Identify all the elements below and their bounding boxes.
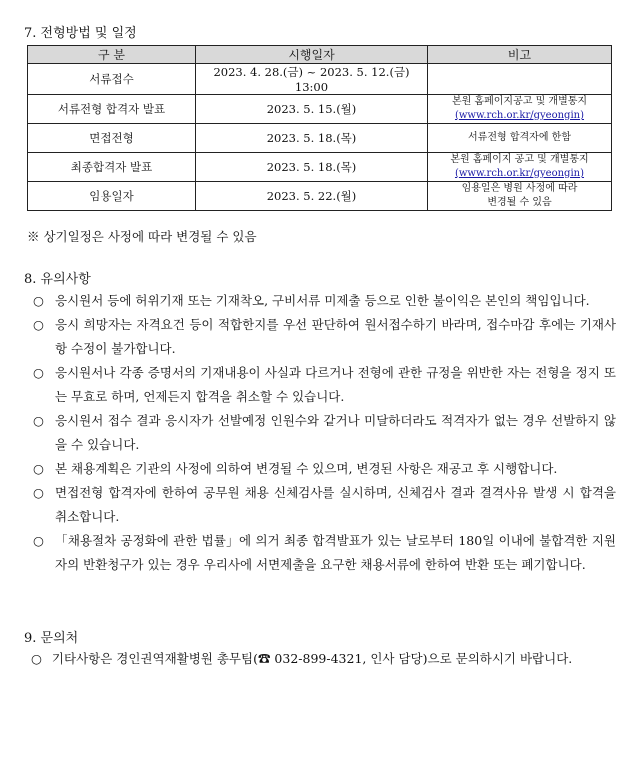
table-row bbox=[28, 64, 612, 95]
item-text: 응시원서나 각종 증명서의 기재내용이 사실과 다르거나 전형에 관한 규정을 위반한 자는 전형을 정지 또는 무효로 하며, 언제든지 합격을 취소할 수 있습니다. bbox=[55, 365, 616, 404]
header-category: 구 분 bbox=[28, 46, 196, 64]
list-item bbox=[31, 457, 616, 481]
note-line: 변경될 수 있음 bbox=[487, 197, 552, 208]
notice-list bbox=[31, 289, 616, 577]
contact-text: 기타사항은 경인권역재활병원 총무팀(☎ 032-899-4321, 인사 담당)으로 문의하시기 바랍니다. bbox=[51, 651, 573, 666]
section9-title: 9. 문의처 bbox=[24, 631, 79, 646]
header-date: 시행일자 bbox=[196, 46, 428, 64]
item-text: 본 채용계획은 기관의 사정에 의하여 변경될 수 있으며, 변경된 사항은 재공고 후 시행합니다. bbox=[55, 461, 558, 476]
table-header-row bbox=[28, 46, 612, 64]
row-category: 임용일자 bbox=[28, 182, 196, 211]
bullet-icon: ○ bbox=[33, 461, 44, 476]
schedule-remark: ※ 상기일정은 사정에 따라 변경될 수 있음 bbox=[27, 229, 257, 244]
note-line: 임용일은 병원 사정에 따라 bbox=[461, 183, 578, 194]
schedule-table bbox=[27, 45, 612, 211]
note-line: 본원 홈페이지공고 및 개별통지 bbox=[451, 96, 588, 107]
list-item bbox=[31, 529, 616, 577]
item-text: 응시원서 등에 허위기재 또는 기재착오, 구비서류 미제출 등으로 인한 불이익은 본인의 책임입니다. bbox=[55, 293, 590, 308]
bullet-icon: ○ bbox=[33, 533, 44, 548]
contact-line bbox=[31, 649, 572, 667]
row-note bbox=[428, 182, 612, 211]
homepage-link[interactable]: (www.rch.or.kr/gyeongin) bbox=[454, 168, 585, 179]
row-note bbox=[428, 153, 612, 182]
bullet-icon: ○ bbox=[33, 413, 44, 428]
row-date: 2023. 5. 15.(월) bbox=[196, 95, 428, 124]
item-text: 면접전형 합격자에 한하여 공무원 채용 신체검사를 실시하며, 신체검사 결과 결격사유 발생 시 합격을 취소합니다. bbox=[55, 485, 616, 524]
table-row bbox=[28, 182, 612, 211]
item-text: 「채용절차 공정화에 관한 법률」에 의거 최종 합격발표가 있는 날로부터 180일 이내에 불합격한 지원자의 반환청구가 있는 경우 우리사에 서면제출을 요구한 채용서류에 한하여 반환 또는 폐기합니다. bbox=[55, 533, 616, 572]
note-line: 본원 홈페이지 공고 및 개별통지 bbox=[450, 154, 589, 165]
table-row bbox=[28, 95, 612, 124]
row-category: 서류전형 합격자 발표 bbox=[28, 95, 196, 124]
bullet-icon: ○ bbox=[33, 485, 44, 500]
section8-title: 8. 유의사항 bbox=[24, 272, 91, 287]
header-note: 비고 bbox=[428, 46, 612, 64]
table-row bbox=[28, 124, 612, 153]
bullet-icon: ○ bbox=[33, 365, 44, 380]
item-text: 응시 희망자는 자격요건 등이 적합한지를 우선 판단하여 원서접수하기 바라며, 접수마감 후에는 기재사항 수정이 불가합니다. bbox=[55, 317, 616, 356]
row-date: 2023. 5. 22.(월) bbox=[196, 182, 428, 211]
row-category: 면접전형 bbox=[28, 124, 196, 153]
row-date: 2023. 4. 28.(금) ~ 2023. 5. 12.(금) 13:00 bbox=[196, 64, 428, 95]
row-date: 2023. 5. 18.(목) bbox=[196, 153, 428, 182]
section7-title: 7. 전형방법 및 일정 bbox=[24, 26, 137, 41]
note-line: 서류전형 합격자에 한함 bbox=[468, 132, 571, 143]
table-row bbox=[28, 153, 612, 182]
item-text: 응시원서 접수 결과 응시자가 선발예정 인원수와 같거나 미달하더라도 적격자가 없는 경우 선발하지 않을 수 있습니다. bbox=[55, 413, 616, 452]
homepage-link[interactable]: (www.rch.or.kr/gyeongin) bbox=[454, 110, 585, 121]
list-item bbox=[31, 361, 616, 409]
list-item bbox=[31, 481, 616, 529]
bullet-icon: ○ bbox=[33, 293, 44, 308]
list-item bbox=[31, 409, 616, 457]
row-date: 2023. 5. 18.(목) bbox=[196, 124, 428, 153]
row-note bbox=[428, 124, 612, 153]
list-item bbox=[31, 313, 616, 361]
bullet-icon: ○ bbox=[33, 317, 44, 332]
list-item bbox=[31, 289, 616, 313]
row-note bbox=[428, 64, 612, 95]
bullet-icon: ○ bbox=[31, 651, 42, 666]
row-category: 서류접수 bbox=[28, 64, 196, 95]
row-category: 최종합격자 발표 bbox=[28, 153, 196, 182]
row-note bbox=[428, 95, 612, 124]
